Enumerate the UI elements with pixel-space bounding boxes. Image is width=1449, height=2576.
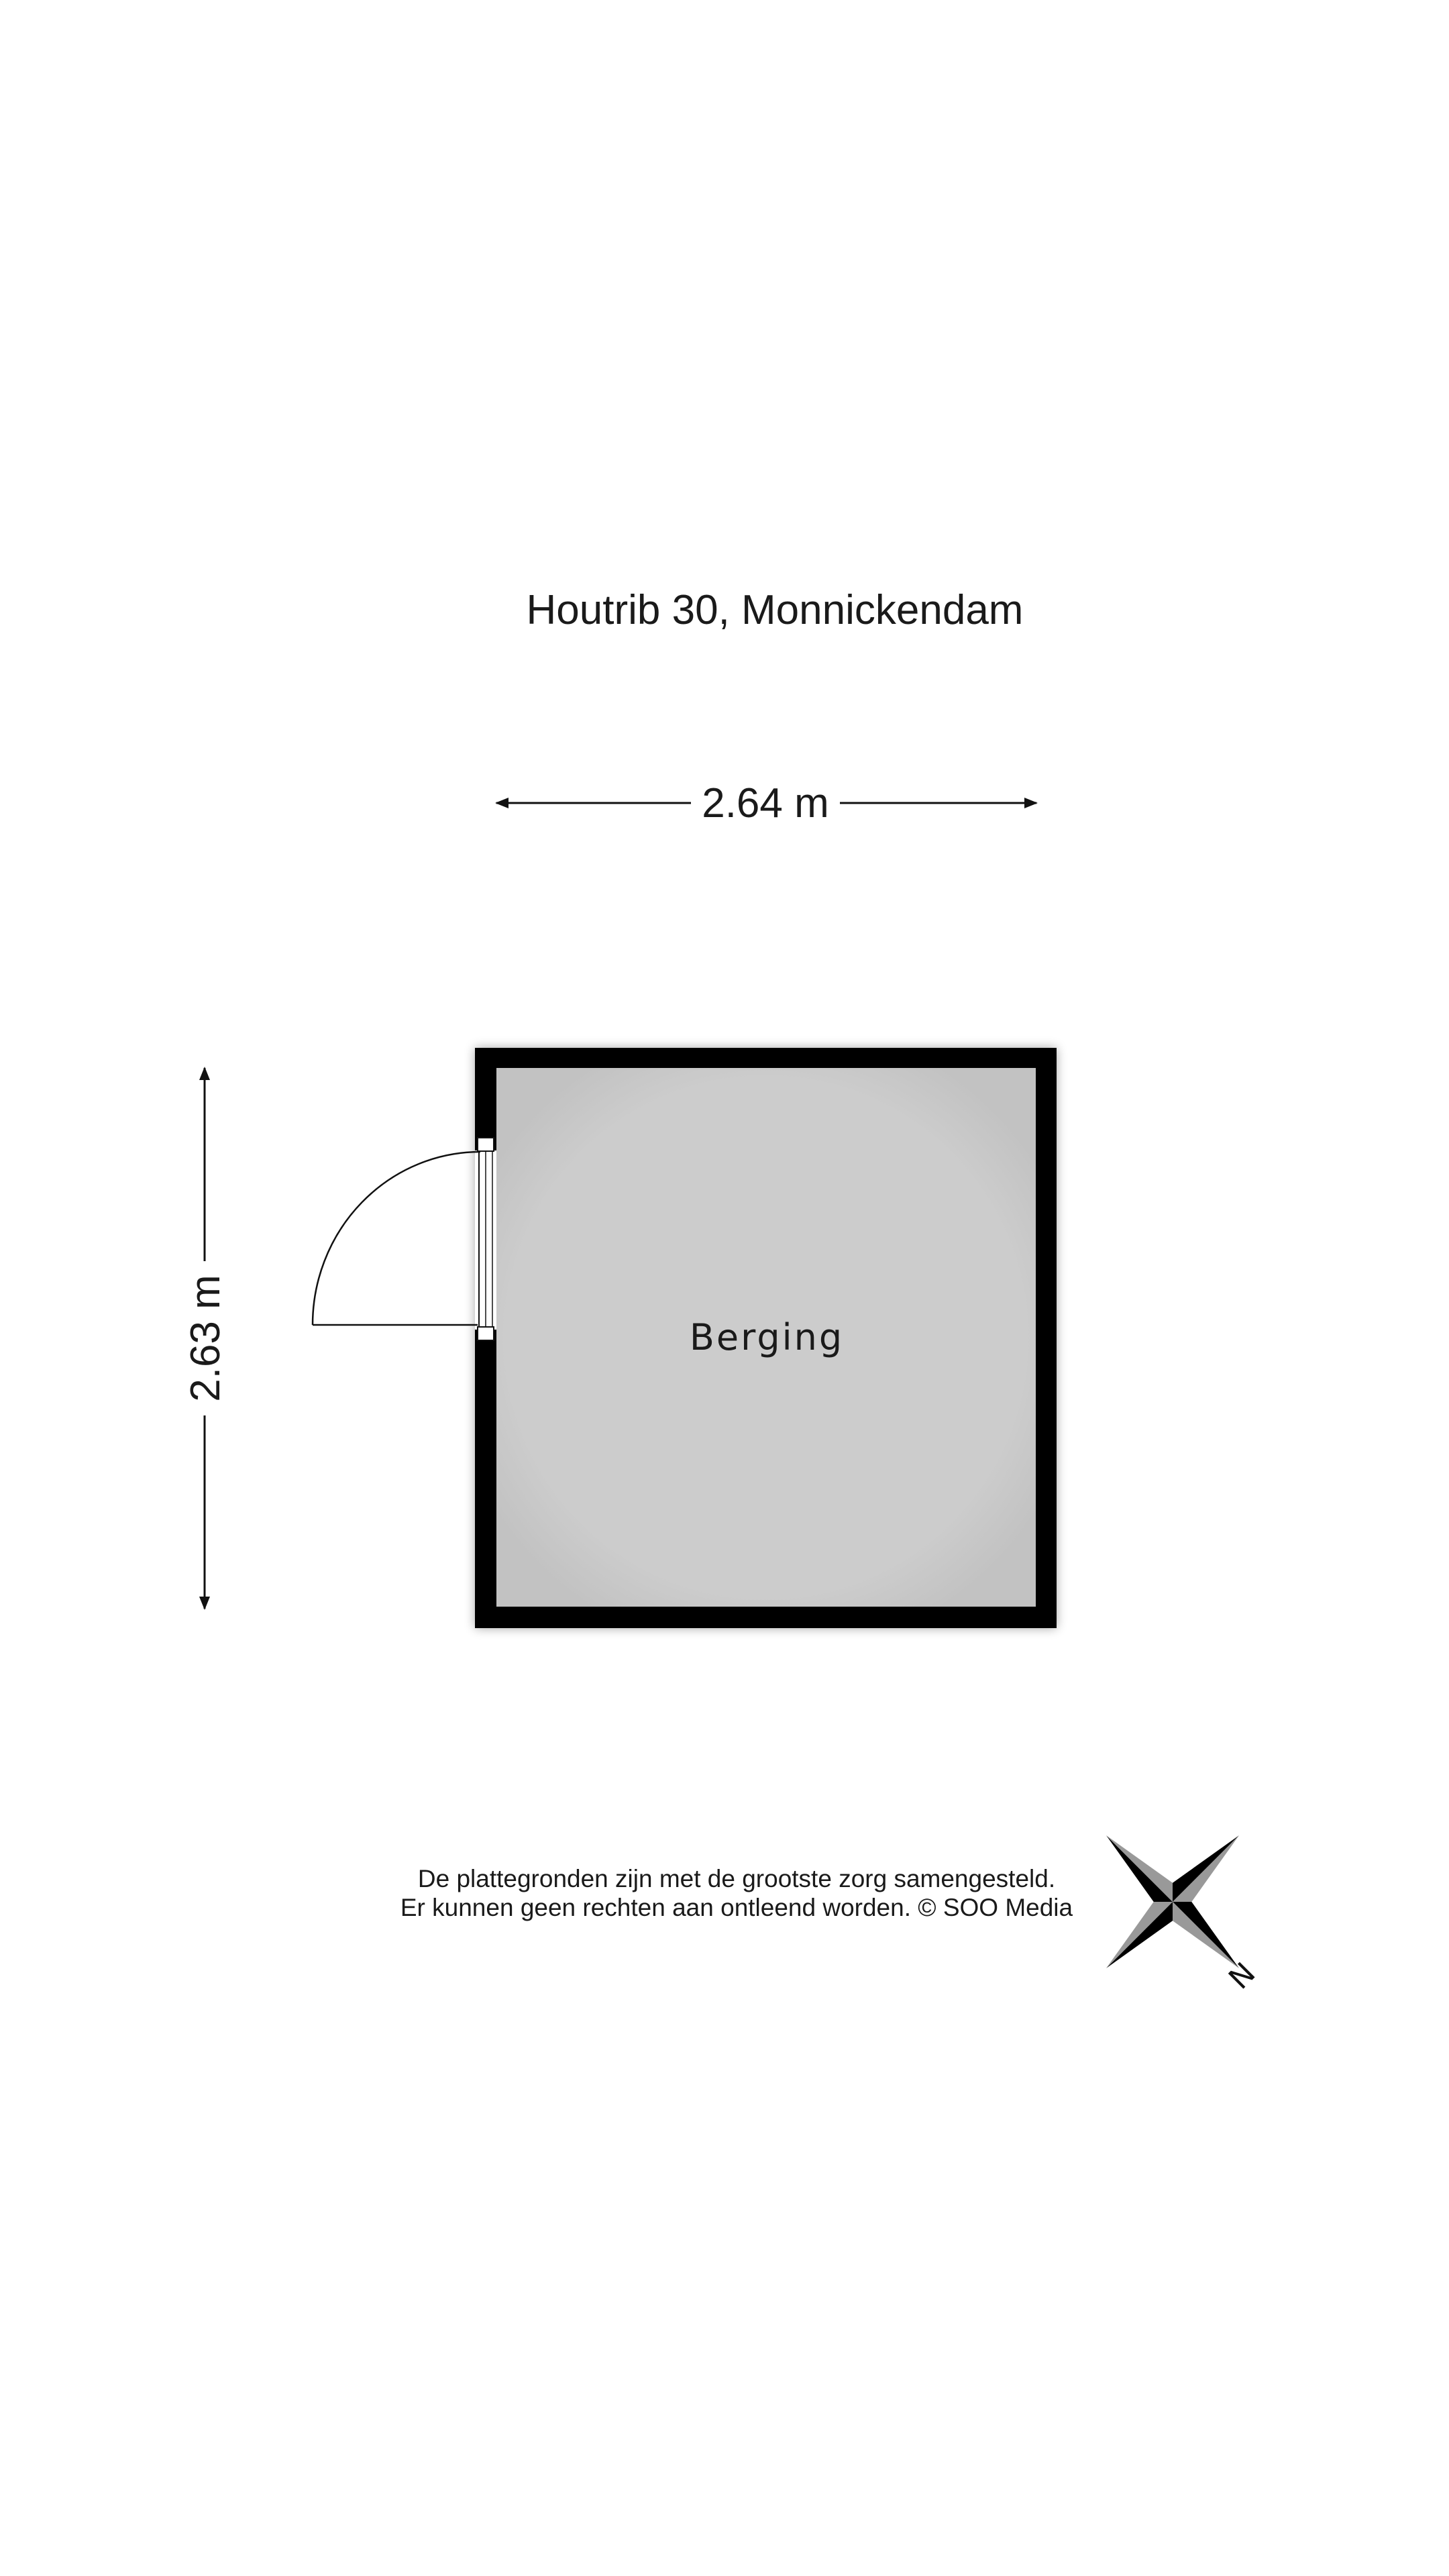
height-label: 2.63 m <box>182 1275 229 1402</box>
room-label: Berging <box>689 1316 845 1358</box>
door-jamb-top <box>478 1138 494 1151</box>
compass-star <box>1040 1769 1305 2035</box>
plan-title: Houtrib 30, Monnickendam <box>526 587 1024 633</box>
compass-north-label: N <box>1222 1956 1263 1996</box>
width-label: 2.64 m <box>702 780 829 826</box>
height-dimension <box>182 1068 229 1609</box>
disclaimer-line-2: Er kunnen geen rechten aan ontleend worden. © SOO Media <box>400 1894 1073 1921</box>
disclaimer-line-1: De plattegronden zijn met de grootste zorg samengesteld. <box>417 1865 1056 1892</box>
door-jamb-bottom <box>478 1327 494 1340</box>
disclaimer <box>400 1865 1073 1921</box>
door-swing-arc <box>313 1152 480 1325</box>
compass-rose <box>1040 1769 1305 2035</box>
width-dimension <box>496 780 1036 826</box>
door <box>313 1138 496 1340</box>
